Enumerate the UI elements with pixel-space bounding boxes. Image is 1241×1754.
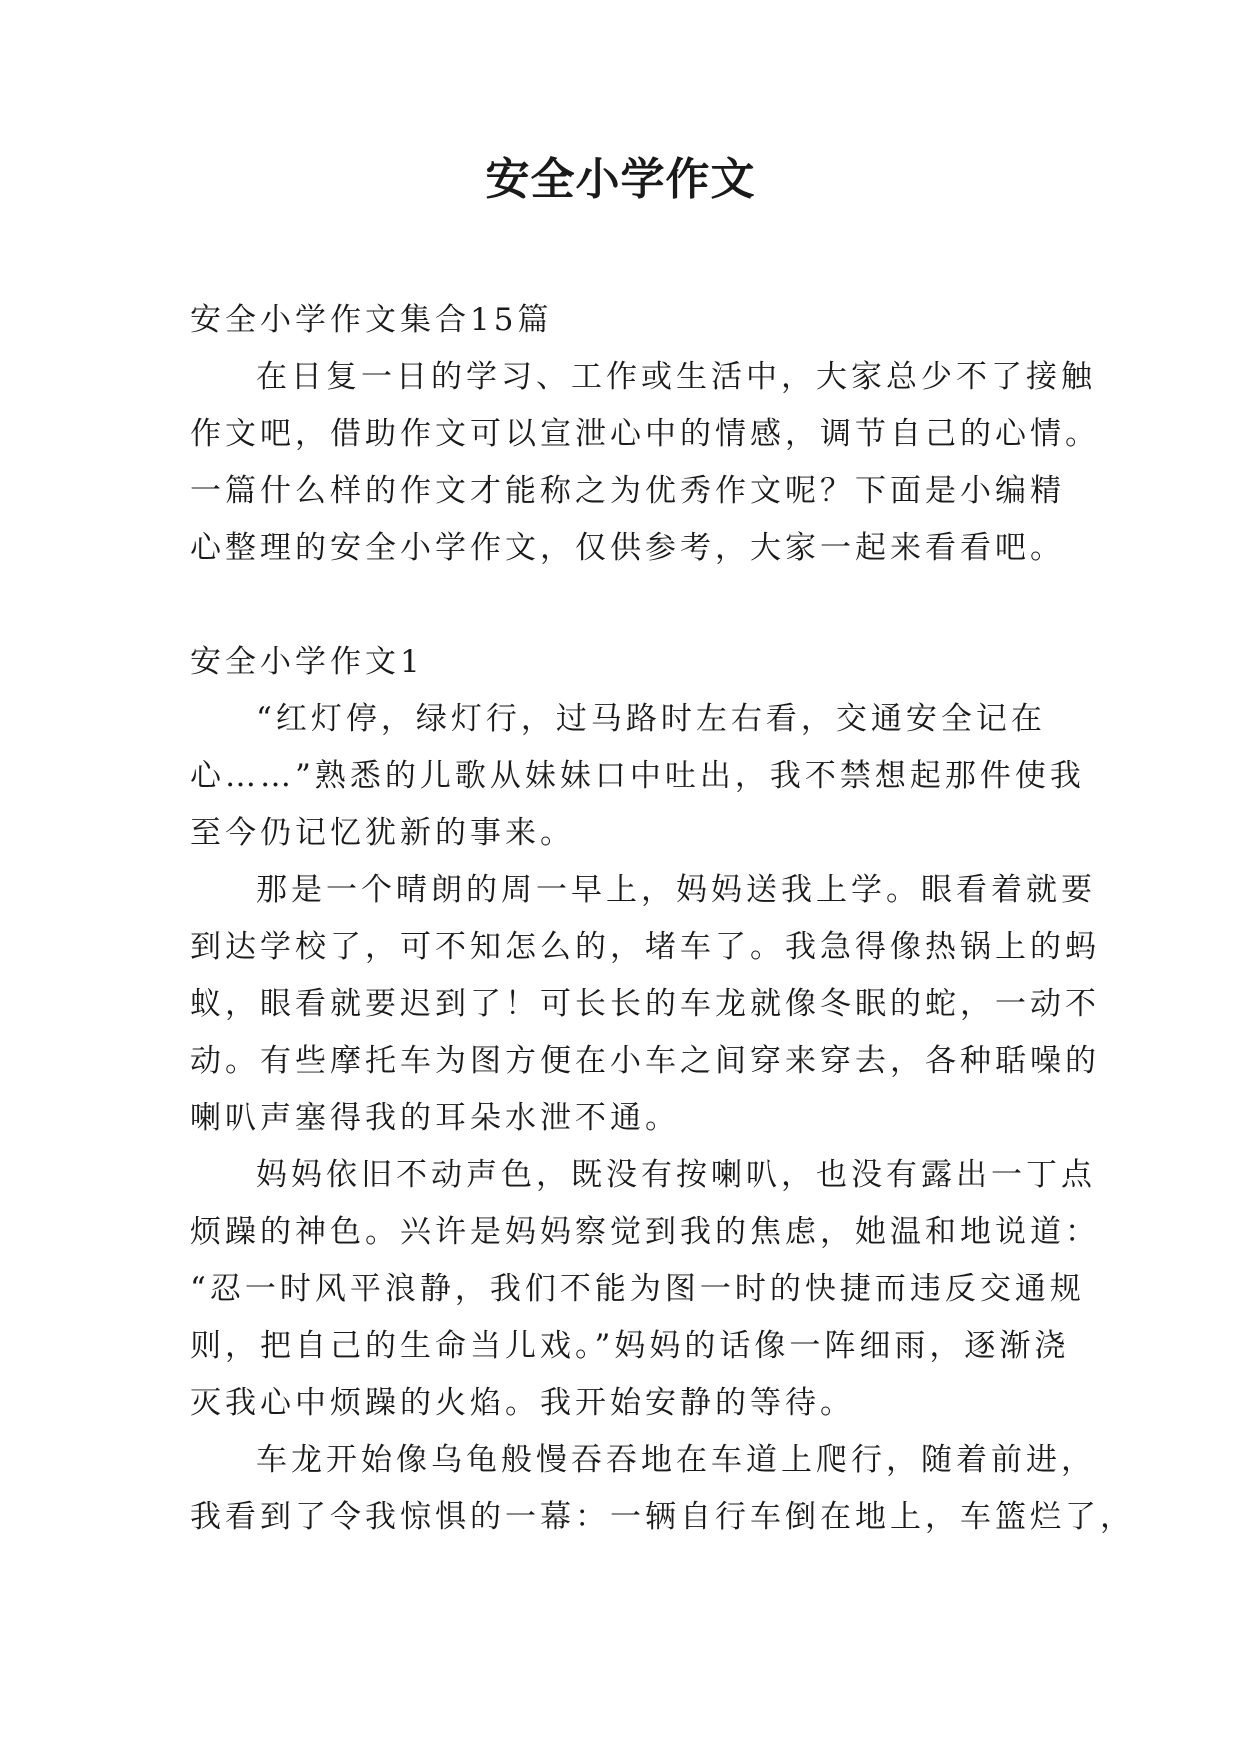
essay-paragraph-2 bbox=[190, 862, 1100, 1147]
section-spacer bbox=[190, 577, 1060, 634]
document-title: 安全小学作文 bbox=[485, 154, 756, 205]
essay-paragraph-4 bbox=[190, 1432, 1135, 1546]
paragraph-line: “忍一时风平浪静，我们不能为图一时的快捷而违反交通规 bbox=[190, 1271, 1085, 1307]
paragraph-line: 烦躁的神色。兴许是妈妈察觉到我的焦虑，她温和地说道： bbox=[190, 1214, 1100, 1250]
intro-line: 一篇什么样的作文才能称之为优秀作文呢？下面是小编精 bbox=[190, 473, 1065, 509]
intro-paragraph bbox=[190, 349, 1100, 577]
essay-paragraph-1 bbox=[190, 691, 1085, 862]
intro-line: 在日复一日的学习、工作或生活中，大家总少不了接触 bbox=[256, 359, 1096, 395]
intro-line: 心整理的安全小学作文，仅供参考，大家一起来看看吧。 bbox=[190, 530, 1065, 566]
paragraph-line: “红灯停，绿灯行，过马路时左右看，交通安全记在 bbox=[256, 701, 1046, 737]
paragraph-line: 蚁，眼看就要迟到了！可长长的车龙就像冬眠的蛇，一动不 bbox=[190, 986, 1100, 1022]
paragraph-line: 妈妈依旧不动声色，既没有按喇叭，也没有露出一丁点 bbox=[256, 1157, 1096, 1193]
paragraph-line: 灭我心中烦躁的火焰。我开始安静的等待。 bbox=[190, 1385, 855, 1421]
paragraph-line: 则，把自己的生命当儿戏。”妈妈的话像一阵细雨，逐渐浇 bbox=[190, 1328, 1070, 1364]
paragraph-line: 车龙开始像乌龟般慢吞吞地在车道上爬行，随着前进， bbox=[256, 1442, 1096, 1478]
document-body bbox=[190, 292, 1135, 1546]
paragraph-line: 喇叭声塞得我的耳朵水泄不通。 bbox=[190, 1100, 680, 1136]
essay-heading: 安全小学作文1 bbox=[190, 644, 424, 680]
paragraph-line: 我看到了令我惊惧的一幕：一辆自行车倒在地上，车篮烂了， bbox=[190, 1499, 1135, 1535]
paragraph-line: 动。有些摩托车为图方便在小车之间穿来穿去，各种聒噪的 bbox=[190, 1043, 1100, 1079]
intro-line: 作文吧，借助作文可以宣泄心中的情感，调节自己的心情。 bbox=[190, 416, 1100, 452]
paragraph-line: 到达学校了，可不知怎么的，堵车了。我急得像热锅上的蚂 bbox=[190, 929, 1100, 965]
essay-paragraph-3 bbox=[190, 1147, 1100, 1432]
paragraph-line: 那是一个晴朗的周一早上，妈妈送我上学。眼看着就要 bbox=[256, 872, 1096, 908]
collection-heading: 安全小学作文集合15篇 bbox=[190, 302, 553, 338]
paragraph-line: 至今仍记忆犹新的事来。 bbox=[190, 815, 575, 851]
paragraph-line: 心……”熟悉的儿歌从妹妹口中吐出，我不禁想起那件使我 bbox=[190, 758, 1085, 794]
